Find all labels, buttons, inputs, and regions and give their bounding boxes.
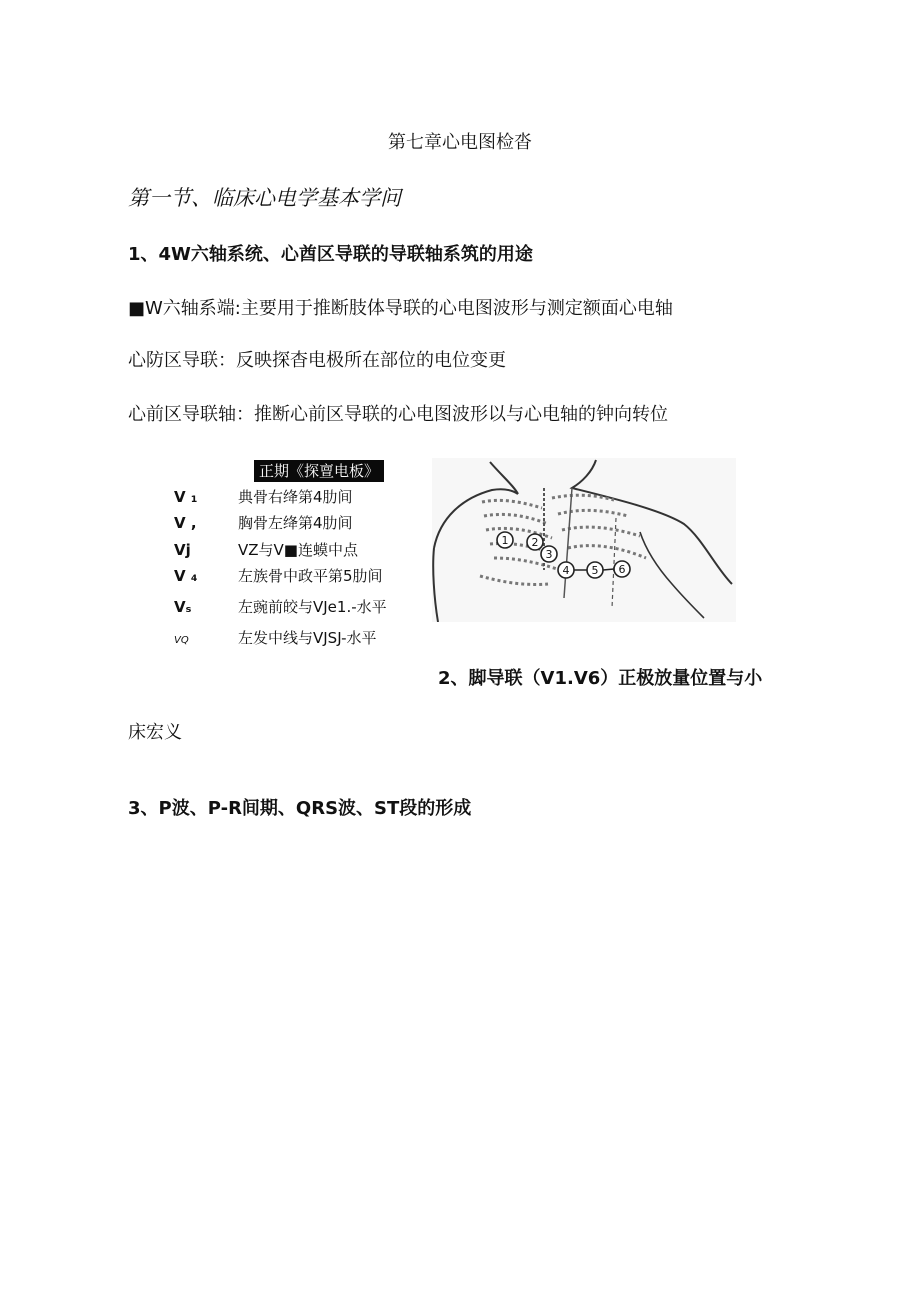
lead-name: VQ <box>174 635 189 646</box>
paragraph-chest-leads: 心防区导联：反映探杳电极所在部位的电位变更 <box>128 350 506 371</box>
lead-position: VZ与V■连蟆中点 <box>238 541 358 559</box>
lead-position: 胸骨左绛第4肋间 <box>238 514 353 532</box>
lead-row <box>174 486 404 507</box>
question-1: 1、4W六轴系统、心酋区导联的导联轴系筑的用途 <box>128 244 533 265</box>
page-title: 第七章心电图检沓 <box>388 132 532 153</box>
lead-row <box>174 627 404 648</box>
lead-name: V ₄ <box>174 567 198 585</box>
lead-table-header: 正期《探亶电板》 <box>254 460 384 482</box>
section-title: 第一节、临床心电学基本学问 <box>128 186 401 210</box>
lead-position: 左豌前皎与VJe1.-水平 <box>238 598 387 616</box>
lead-name: V ₁ <box>174 488 198 506</box>
question-3: 3、P波、P-R间期、QRS波、ST段的形成 <box>128 798 472 819</box>
lead-position: 典骨右绛第4肋间 <box>238 488 353 506</box>
chest-electrode-figure <box>432 458 736 622</box>
lead-row <box>174 512 404 533</box>
lead-name: V , <box>174 514 197 532</box>
lead-row <box>174 565 404 586</box>
electrode-label: 1 <box>501 534 509 547</box>
lead-position: 左族骨中政平第5肋间 <box>238 567 383 585</box>
lead-row <box>174 539 404 560</box>
question-2-line2: 床宏义 <box>128 722 182 743</box>
question-2-line1: 2、脚导联（V1.V6）正极放量位置与小 <box>438 668 763 689</box>
paragraph-hexaxial: ■W六轴系端:主要用于推断肢体导联的心电图波形与测定额面心电轴 <box>128 298 673 319</box>
lead-position: 左发中线与VJSJ-水平 <box>238 629 377 647</box>
electrode-label: 5 <box>591 564 599 577</box>
electrode-label: 4 <box>562 564 570 577</box>
electrode-label: 6 <box>618 563 626 576</box>
paragraph-precordial-axis: 心前区导联轴：推断心前区导联的心电图波形以与心电轴的钟向转位 <box>128 404 668 425</box>
lead-name: Vₛ <box>174 598 192 616</box>
lead-row <box>174 596 404 617</box>
electrode-label: 3 <box>545 548 553 561</box>
electrode-label: 2 <box>531 536 539 549</box>
lead-name: Vj <box>174 541 191 559</box>
